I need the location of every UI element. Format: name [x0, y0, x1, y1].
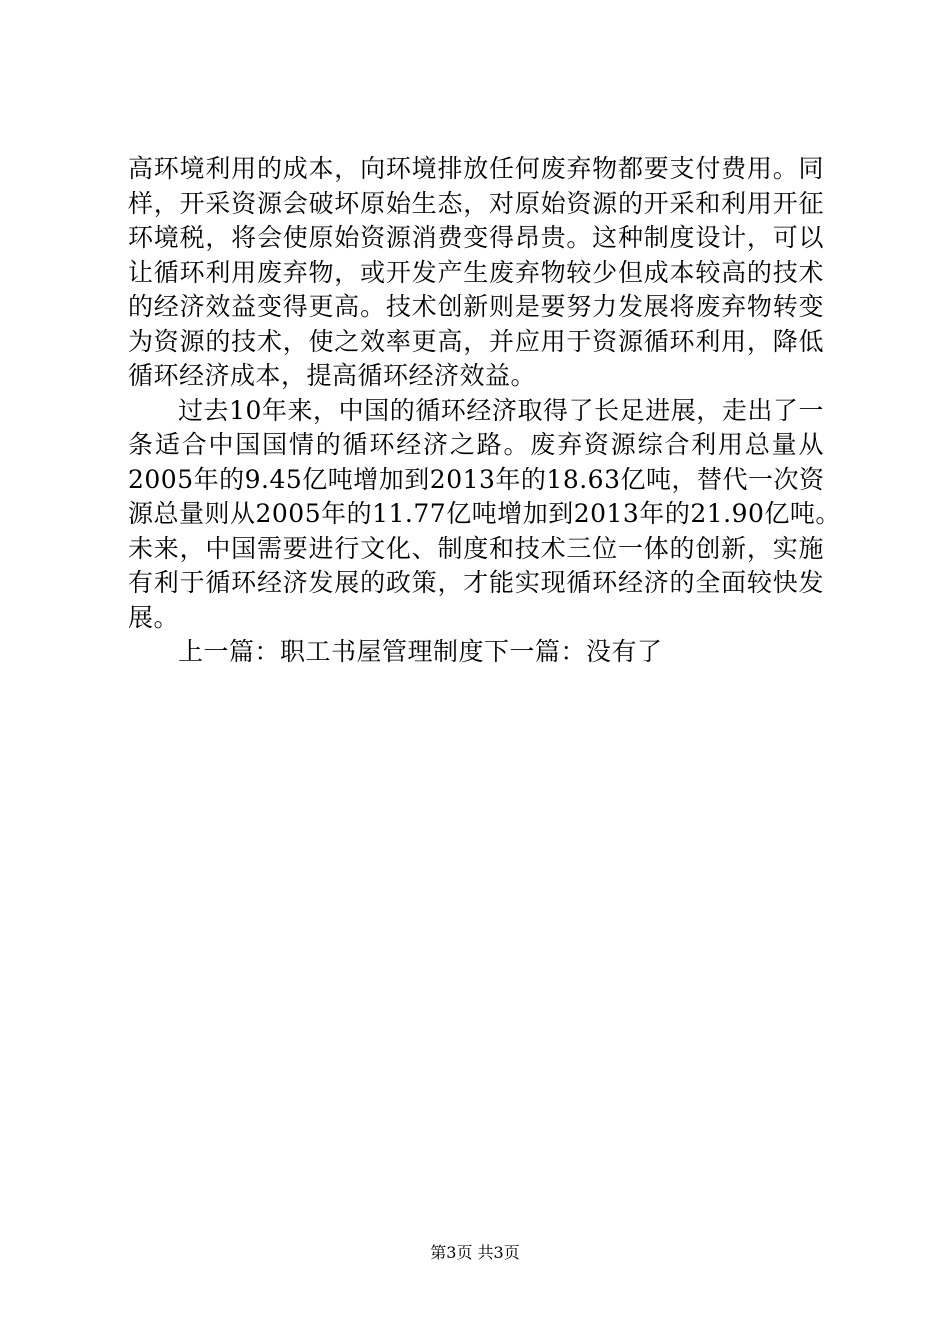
- text-line: 条适合中国国情的循环经济之路。废弃资源综合利用总量从: [128, 430, 824, 459]
- text-line: 展。: [128, 602, 180, 632]
- text-line: 的经济效益变得更高。技术创新则是要努力发展将废弃物转变: [128, 292, 824, 321]
- text-line: 循环经济成本，提高循环经济效益。: [128, 361, 537, 390]
- text-line: 源总量则从2005年的11.77亿吨增加到2013年的21.90亿吨。: [128, 499, 841, 528]
- text-line: 为资源的技术，使之效率更高，并应用于资源循环利用，降低: [128, 326, 824, 356]
- text-line: 样，开采资源会破坏原始生态，对原始资源的开采和利用开征: [128, 188, 824, 218]
- text-line: 高环境利用的成本，向环境排放任何废弃物都要支付费用。同: [128, 154, 824, 183]
- text-line: 2005年的9.45亿吨增加到2013年的18.63亿吨，替代一次资: [128, 464, 825, 494]
- article-navigation[interactable]: 上一篇：职工书屋管理制度下一篇：没有了: [178, 637, 663, 666]
- text-line: 过去10年来，中国的循环经济取得了长足进展，走出了一: [178, 395, 824, 425]
- paragraph-1: [128, 152, 824, 394]
- document-body: [128, 152, 841, 670]
- text-line: 有利于循环经济发展的政策，才能实现循环经济的全面较快发: [128, 568, 824, 597]
- page-number-footer: 第3页 共3页: [430, 1243, 520, 1262]
- paragraph-2: [128, 394, 841, 636]
- text-line: 未来，中国需要进行文化、制度和技术三位一体的创新，实施: [128, 533, 824, 563]
- text-line: 环境税，将会使原始资源消费变得昂贵。这种制度设计，可以: [128, 223, 824, 252]
- text-line: 让循环利用废弃物，或开发产生废弃物较少但成本较高的技术: [128, 257, 824, 287]
